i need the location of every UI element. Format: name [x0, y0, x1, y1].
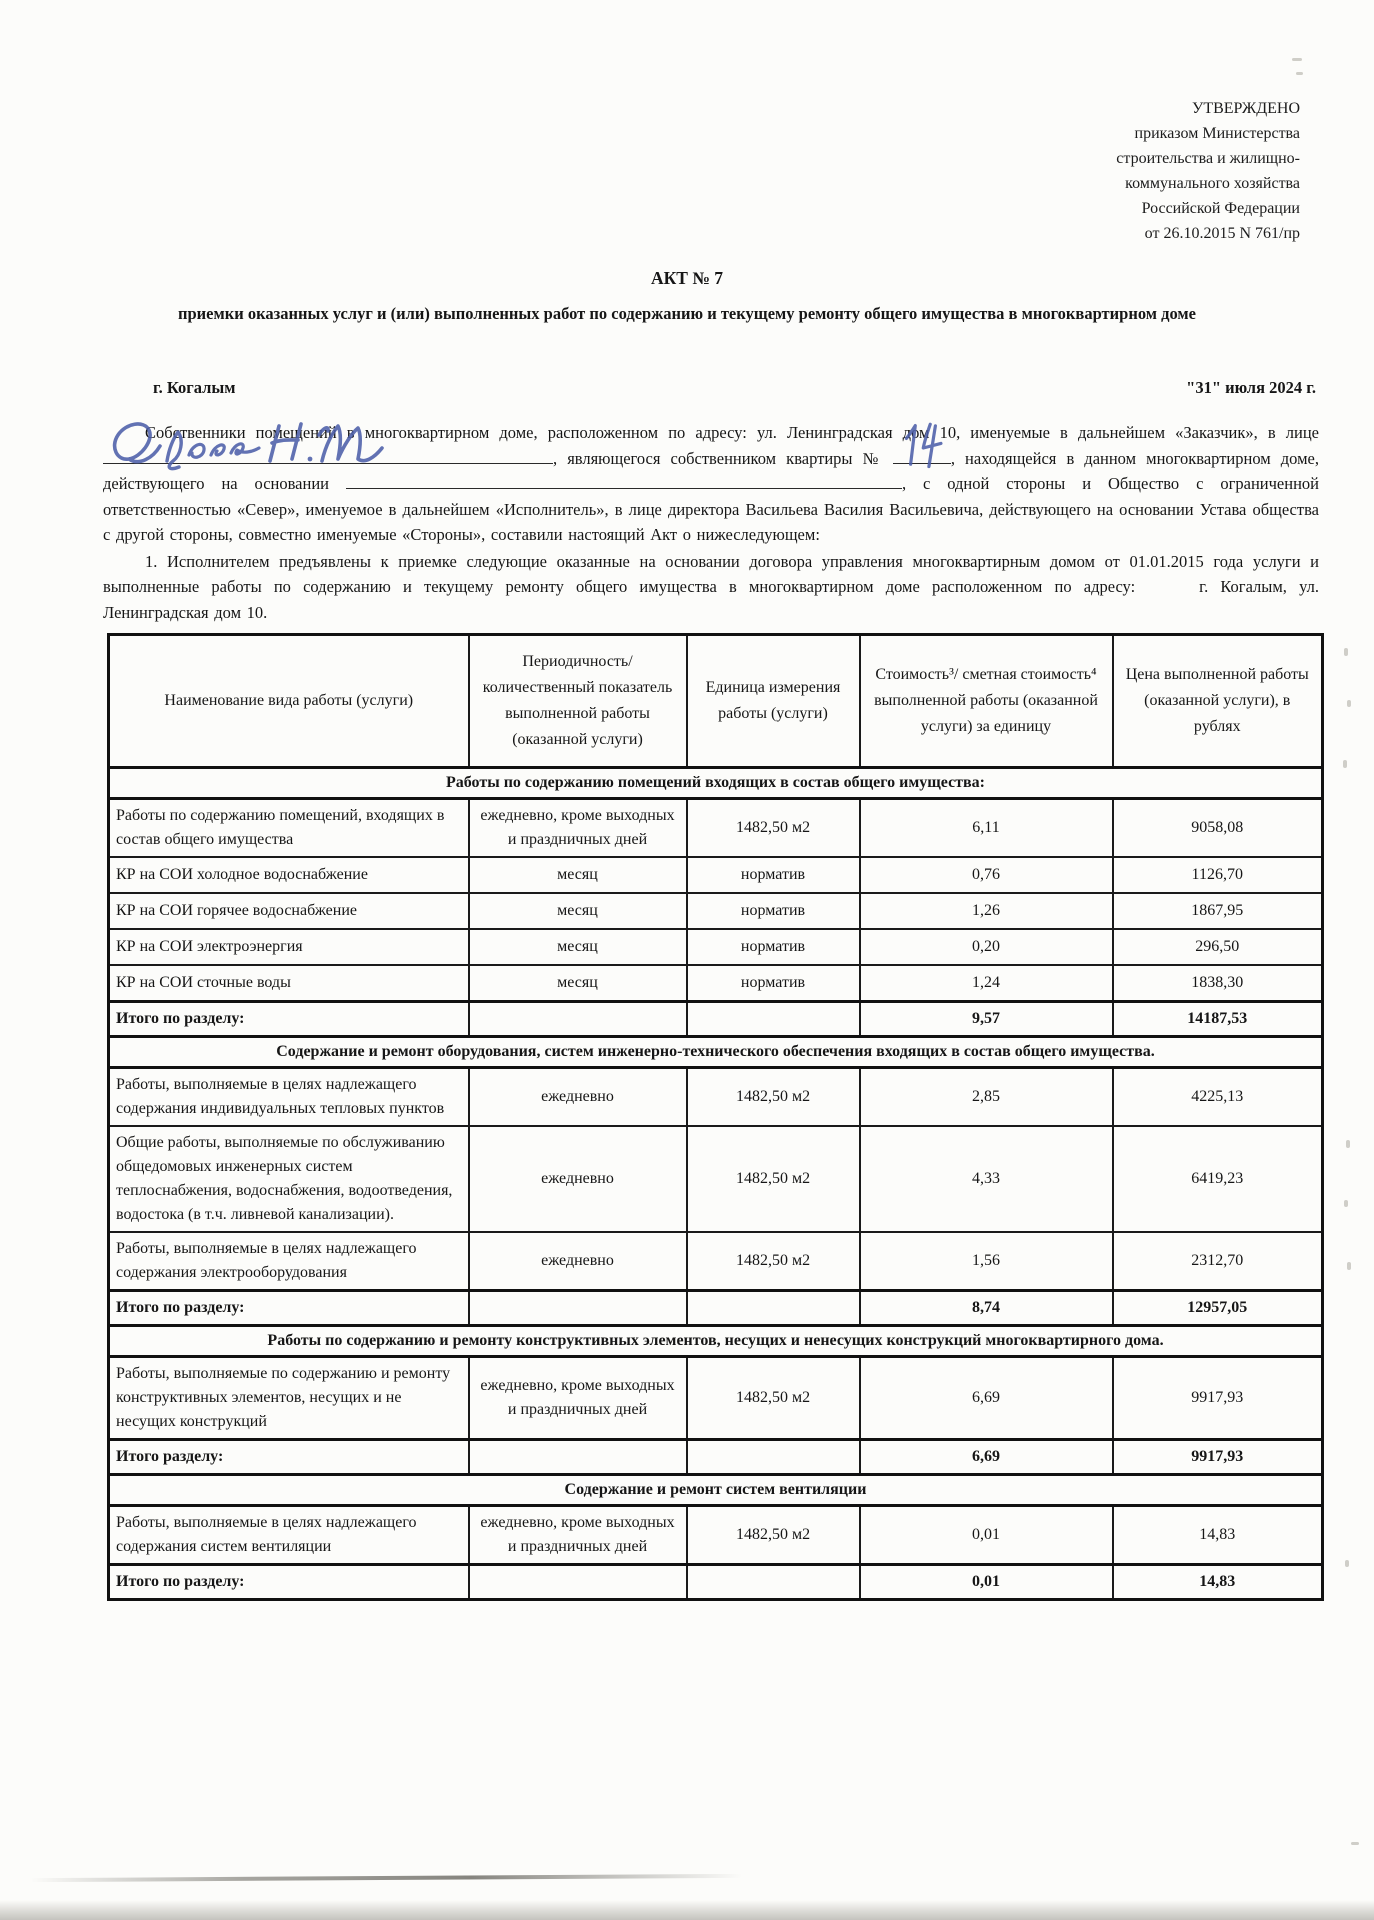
work-unit: норматив	[687, 893, 860, 929]
section-title-row	[109, 1475, 1323, 1506]
total-cost: 0,01	[860, 1565, 1113, 1600]
work-unit: норматив	[687, 857, 860, 893]
preamble-paragraph-2	[103, 549, 1319, 626]
work-name: Работы, выполняемые в целях надлежащего содержания систем вентиляции	[109, 1506, 469, 1565]
table-row	[109, 929, 1323, 965]
scan-speck	[1344, 1200, 1348, 1207]
scan-speck	[1343, 760, 1347, 768]
total-empty	[469, 1002, 687, 1037]
work-unit: 1482,50 м2	[687, 799, 860, 858]
total-price: 14187,53	[1113, 1002, 1323, 1037]
work-cost: 4,33	[860, 1126, 1113, 1232]
work-price: 2312,70	[1113, 1232, 1323, 1291]
city-date-row	[103, 378, 1316, 398]
total-cost: 8,74	[860, 1291, 1113, 1326]
scan-speck	[1344, 648, 1348, 656]
work-name: КР на СОИ горячее водоснабжение	[109, 893, 469, 929]
preamble-text: Собственники помещений в многоквартирном доме, расположенном по адресу: ул. Ленинградская дом 10, именуемые в дальнейшем «Заказчик», в лице	[145, 423, 1319, 442]
total-price: 12957,05	[1113, 1291, 1323, 1326]
table-row	[109, 893, 1323, 929]
preamble-text: ул. Ленинградская дом 10.	[103, 577, 1319, 622]
preamble-text: , находящейся в данном многоквартирном доме, действующего на основании	[103, 448, 1319, 493]
table-row	[109, 1126, 1323, 1232]
title-block	[0, 268, 1374, 326]
table-row	[109, 799, 1323, 858]
city-label: г. Когалым	[153, 378, 236, 397]
work-periodicity: ежедневно	[469, 1068, 687, 1127]
header-name: Наименование вида работы (услуги)	[109, 635, 469, 768]
work-price: 296,50	[1113, 929, 1323, 965]
handwritten-signature	[107, 413, 437, 475]
scan-speck	[1292, 58, 1302, 61]
work-cost: 0,76	[860, 857, 1113, 893]
preamble-text: , являющегося собственником квартиры №	[553, 448, 883, 468]
scan-speck	[1347, 700, 1351, 707]
work-periodicity: месяц	[469, 965, 687, 1002]
section-title-row	[109, 768, 1323, 799]
approval-line: Российской Федерации	[1141, 200, 1300, 217]
work-price: 14,83	[1113, 1506, 1323, 1565]
work-name: Работы, выполняемые в целях надлежащего содержания индивидуальных тепловых пунктов	[109, 1068, 469, 1127]
header-cost: Стоимость³/ сметная стоимость⁴ выполненной работы (оказанной услуги) за единицу	[860, 635, 1113, 768]
section-title: Содержание и ремонт систем вентиляции	[109, 1475, 1323, 1506]
total-empty	[469, 1291, 687, 1326]
handwritten-apartment-number	[895, 419, 951, 471]
section-title: Работы по содержанию и ремонту конструктивных элементов, несущих и ненесущих конструкций многоквартирного дома.	[109, 1326, 1323, 1357]
total-label: Итого по разделу:	[109, 1002, 469, 1037]
table-row	[109, 1068, 1323, 1127]
basis-blank	[346, 474, 902, 489]
scan-speck	[1347, 1262, 1351, 1270]
section-title: Работы по содержанию помещений входящих в состав общего имущества:	[109, 768, 1323, 799]
table-row	[109, 1232, 1323, 1291]
preamble-paragraph-1	[103, 420, 1319, 548]
work-periodicity: месяц	[469, 857, 687, 893]
work-periodicity: ежедневно, кроме выходных и праздничных дней	[469, 1506, 687, 1565]
work-unit: 1482,50 м2	[687, 1232, 860, 1291]
section-total-row	[109, 1565, 1323, 1600]
work-name: КР на СОИ электроэнергия	[109, 929, 469, 965]
work-periodicity: ежедневно	[469, 1126, 687, 1232]
total-empty	[687, 1291, 860, 1326]
approval-line: коммунального хозяйства	[1125, 175, 1300, 192]
preamble-city: г. Когалым,	[1199, 577, 1287, 596]
approval-line: строительства и жилищно-	[1116, 150, 1300, 167]
approval-line: приказом Министерства	[1134, 125, 1300, 142]
header-periodicity: Периодичность/ количественный показатель выполненной работы (оказанной услуги)	[469, 635, 687, 768]
preamble-text: , с одной стороны и Общество с ограниченной ответственностью «Север», именуемое в дальнейшем «Исполнитель», в лице директора Васильева Василия Васильевича, действующего на основании Устава общества с другой стороны, совместно именуемые «Стороны», составили настоящий Акт о нижеследующем:	[103, 474, 1319, 544]
work-name: Работы, выполняемые в целях надлежащего содержания электрооборудования	[109, 1232, 469, 1291]
owner-name-blank	[103, 449, 553, 464]
work-periodicity: ежедневно, кроме выходных и праздничных дней	[469, 1357, 687, 1440]
header-unit: Единица измерения работы (услуги)	[687, 635, 860, 768]
total-empty	[469, 1440, 687, 1475]
scan-bottom-edge	[0, 1900, 1374, 1920]
work-name: КР на СОИ сточные воды	[109, 965, 469, 1002]
work-unit: норматив	[687, 965, 860, 1002]
table-row	[109, 1506, 1323, 1565]
total-label: Итого по разделу:	[109, 1565, 469, 1600]
act-subtitle: приемки оказанных услуг и (или) выполненных работ по содержанию и текущему ремонту общего имущества в многоквартирном доме	[177, 304, 1196, 323]
table-header-row	[109, 635, 1323, 768]
scan-speck	[1296, 72, 1303, 75]
work-cost: 6,11	[860, 799, 1113, 858]
work-price: 4225,13	[1113, 1068, 1323, 1127]
act-number-title: АКТ № 7	[650, 268, 724, 288]
section-title-row	[109, 1326, 1323, 1357]
work-unit: 1482,50 м2	[687, 1357, 860, 1440]
work-unit: 1482,50 м2	[687, 1126, 860, 1232]
total-price: 14,83	[1113, 1565, 1323, 1600]
works-table-body	[109, 635, 1323, 1600]
work-name: Общие работы, выполняемые по обслуживанию общедомовых инженерных систем теплоснабжения, водоснабжения, водоотведения, водостока (в т.ч. ливневой канализации).	[109, 1126, 469, 1232]
section-total-row	[109, 1291, 1323, 1326]
work-price: 9058,08	[1113, 799, 1323, 858]
work-price: 1838,30	[1113, 965, 1323, 1002]
work-cost: 1,24	[860, 965, 1113, 1002]
preamble-text: 1. Исполнителем предъявлены к приемке следующие оказанные на основании договора управления многоквартирным домом от 01.01.2015 года услуги и выполненные работы по содержанию и текущему ремонту общего имущества в многоквартирном доме расположенном по адресу:	[103, 551, 1319, 596]
total-empty	[469, 1565, 687, 1600]
table-row	[109, 857, 1323, 893]
work-unit: 1482,50 м2	[687, 1068, 860, 1127]
total-price: 9917,93	[1113, 1440, 1323, 1475]
total-label: Итого по разделу:	[109, 1291, 469, 1326]
total-empty	[687, 1565, 860, 1600]
work-cost: 1,56	[860, 1232, 1113, 1291]
works-table	[107, 633, 1324, 1601]
apartment-number-blank	[893, 449, 951, 464]
work-price: 1126,70	[1113, 857, 1323, 893]
work-cost: 0,20	[860, 929, 1113, 965]
work-cost: 2,85	[860, 1068, 1113, 1127]
work-unit: норматив	[687, 929, 860, 965]
work-price: 9917,93	[1113, 1357, 1323, 1440]
total-cost: 6,69	[860, 1440, 1113, 1475]
section-title-row	[109, 1037, 1323, 1068]
work-price: 6419,23	[1113, 1126, 1323, 1232]
header-price: Цена выполненной работы (оказанной услуги), в рублях	[1113, 635, 1323, 768]
work-periodicity: месяц	[469, 929, 687, 965]
work-cost: 1,26	[860, 893, 1113, 929]
table-row	[109, 1357, 1323, 1440]
work-name: Работы, выполняемые по содержанию и ремонту конструктивных элементов, несущих и не несущих конструкций	[109, 1357, 469, 1440]
table-row	[109, 965, 1323, 1002]
approval-line: от 26.10.2015 N 761/пр	[1144, 225, 1300, 242]
scan-speck	[1351, 1842, 1359, 1845]
work-cost: 0,01	[860, 1506, 1113, 1565]
work-periodicity: ежедневно, кроме выходных и праздничных дней	[469, 799, 687, 858]
total-cost: 9,57	[860, 1002, 1113, 1037]
work-periodicity: месяц	[469, 893, 687, 929]
section-total-row	[109, 1002, 1323, 1037]
section-title: Содержание и ремонт оборудования, систем инженерно-технического обеспечения входящих в состав общего имущества.	[109, 1037, 1323, 1068]
section-total-row	[109, 1440, 1323, 1475]
total-empty	[687, 1440, 860, 1475]
work-unit: 1482,50 м2	[687, 1506, 860, 1565]
work-cost: 6,69	[860, 1357, 1113, 1440]
total-label: Итого разделу:	[109, 1440, 469, 1475]
scan-speck	[1345, 1560, 1349, 1567]
approval-block	[880, 96, 1300, 246]
work-periodicity: ежедневно	[469, 1232, 687, 1291]
work-name: КР на СОИ холодное водоснабжение	[109, 857, 469, 893]
total-empty	[687, 1002, 860, 1037]
date-label: "31" июля 2024 г.	[1186, 378, 1316, 397]
scan-smudge-line	[30, 1874, 742, 1882]
approval-line: УТВЕРЖДЕНО	[1191, 100, 1300, 117]
work-price: 1867,95	[1113, 893, 1323, 929]
preamble	[103, 420, 1319, 625]
work-name: Работы по содержанию помещений, входящих в состав общего имущества	[109, 799, 469, 858]
scan-speck	[1346, 1140, 1350, 1148]
